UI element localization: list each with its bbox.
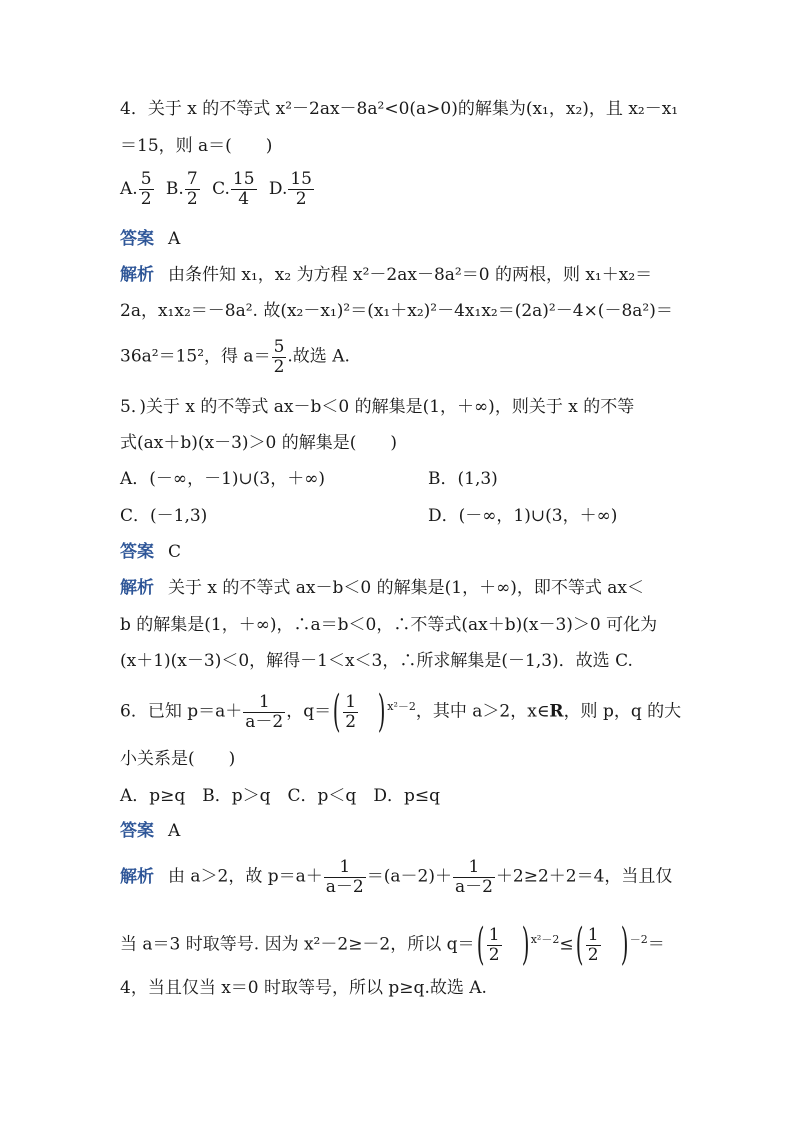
q4-analysis-line2: 2a，x₁x₂＝－8a². 故(x₂－x₁)²＝(x₁＋x₂)²－4x₁x₂＝(2a)²－4×(－8a²)＝ [120,301,673,321]
q5-stem-line1: 5．)关于 x 的不等式 ax－b＜0 的解集是(1，＋∞)，则关于 x 的不等 [120,397,635,417]
q5-stem-line2: 式(ax＋b)(x－3)＞0 的解集是( ) [120,433,398,453]
right-paren: ) [377,686,386,737]
q6-analysis-line1: 解析 由 a＞2，故 p＝a＋ $\frac{1}{a-2}$ ＝(a－2)＋ $\frac{1}{a-2}$ ＋2≥2＋2＝4，当且仅 [120,857,673,897]
q6-options: A．p≥q B．p＞q C．p＜q D．p≤q [120,786,440,806]
q6-analysis-line2: 当 a＝3 时取等号. 因为 x²－2≥－2，所以 q＝( $\frac{1}{2}$ ) $^{x^2-2}$≤( $\frac{1}{2}$ ) $^{-2}$＝ [120,919,665,970]
q4-stem-line2: ＝15，则 a＝( ) [120,136,273,156]
q6-stem-line1: 6．已知 p＝a＋ $\frac{1}{a-2}$ ，q＝( $\frac{1}{2}$ ) $^{x^2-2}$，其中 a＞2，x∈R，则 p，q 的大 [120,686,682,737]
q4-option-b: B. $\frac{7}{2}$ [165,169,198,209]
q5-analysis-line3: (x＋1)(x－3)＜0，解得－1＜x＜3，∴所求解集是(－1,3)．故选 C. [120,651,633,671]
left-paren: ( [332,686,341,737]
right-paren: ) [620,919,629,970]
right-paren: ) [521,919,529,970]
q6-stem-line2: 小关系是( ) [120,749,236,769]
q6-analysis-line3: 4，当且仅当 x＝0 时取等号，所以 p≥q.故选 A. [120,978,487,998]
q4-answer: 答案 A [120,229,181,249]
q4-analysis-line1: 解析 由条件知 x₁，x₂ 为方程 x²－2ax－8a²＝0 的两根，则 x₁＋x₂＝ [120,265,653,285]
q6-answer: 答案 A [120,821,181,841]
q5-analysis-line1: 解析 关于 x 的不等式 ax－b＜0 的解集是(1，＋∞)，即不等式 ax＜ [120,578,644,598]
q4-option-c: C. $\frac{15}{4}$ [212,169,255,209]
q4-option-d: D. $\frac{15}{2}$ [268,169,312,209]
q4-option-a: A. $\frac{5}{2}$ [120,169,152,209]
q5-answer: 答案 C [120,542,182,562]
q5-option-b: B．(1,3) [428,469,498,489]
left-paren: ( [575,919,584,970]
q4-stem-line1: 4．关于 x 的不等式 x²－2ax－8a²<0(a>0)的解集为(x₁，x₂)，且 x₂－x₁ [120,99,679,119]
q5-analysis-line2: b 的解集是(1，＋∞)，∴a＝b＜0，∴不等式(ax＋b)(x－3)＞0 可化为 [120,615,658,635]
q5-option-c: C．(－1,3) [120,506,208,526]
q5-option-d: D．(－∞，1)∪(3，＋∞) [428,506,618,526]
q5-option-a: A．(－∞，－1)∪(3，＋∞) [120,469,326,489]
q4-analysis-line3: 36a²＝15²，得 a＝ $\frac{5}{2}$ .故选 A. [120,337,350,377]
left-paren: ( [476,919,484,970]
q4-options [120,170,315,208]
